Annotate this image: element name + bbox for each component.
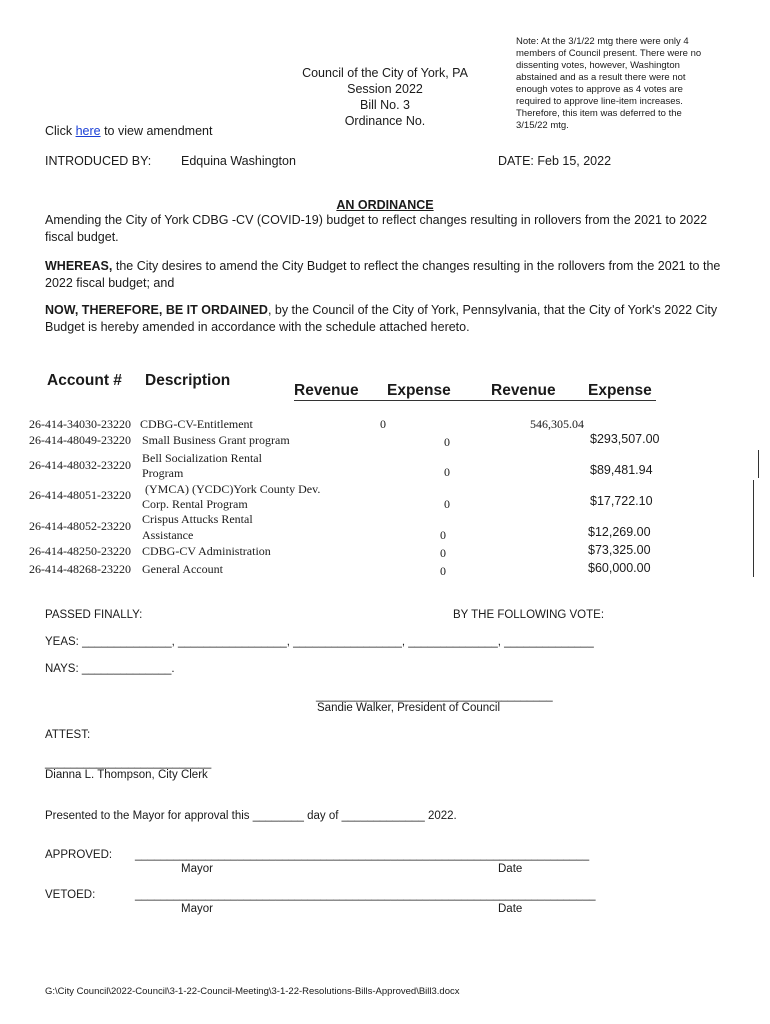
click-suffix: to view amendment xyxy=(100,124,213,138)
whereas-label: WHEREAS, xyxy=(45,259,113,273)
introduced-name: Edquina Washington xyxy=(181,154,296,168)
expense-current: 0 xyxy=(444,465,450,479)
yeas-line: YEAS: ______________, _________________, _________________, ______________, ______________ xyxy=(45,636,594,648)
account-number: 26-414-48052-23220 xyxy=(29,519,131,533)
president-name: Sandie Walker, President of Council xyxy=(317,702,501,714)
clerk-name: Dianna L. Thompson, City Clerk xyxy=(45,769,208,781)
approved-label: APPROVED: xyxy=(45,849,113,861)
margin-mark xyxy=(753,480,754,577)
expense-amended: $12,269.00 xyxy=(588,525,651,539)
header-underline xyxy=(294,400,656,401)
description-line-2: Assistance xyxy=(142,528,194,542)
description-line-1: Bell Socialization Rental xyxy=(142,451,262,465)
ordained-clause xyxy=(45,302,725,336)
expense-amended: $293,507.00 xyxy=(590,432,660,446)
following-vote-label: BY THE FOLLOWING VOTE: xyxy=(453,609,605,621)
description: Small Business Grant program xyxy=(142,433,290,447)
amendment-link[interactable]: here xyxy=(75,124,101,138)
ordinance-number: Ordinance No. xyxy=(344,114,426,128)
approved-signature-line: _______________________________________________________________________ xyxy=(135,849,590,861)
council-title-block xyxy=(285,65,485,129)
description: CDBG-CV Administration xyxy=(142,544,271,558)
description-line-1: (YMCA) (YCDC)York County Dev. xyxy=(145,482,321,496)
nays-line: NAYS: ______________. xyxy=(45,663,175,675)
clerk-signature-line: __________________________ xyxy=(45,757,212,769)
approved-mayor-caption: Mayor xyxy=(181,863,213,875)
header-expense-2: Expense xyxy=(588,382,652,399)
account-number: 26-414-48051-23220 xyxy=(29,488,131,502)
account-number: 26-414-48032-23220 xyxy=(29,458,131,472)
header-account: Account # xyxy=(47,372,122,389)
expense-amended: $73,325.00 xyxy=(588,543,651,557)
header-revenue-1: Revenue xyxy=(294,382,359,399)
description: CDBG-CV-Entitlement xyxy=(140,417,253,431)
amendment-link-line xyxy=(45,124,212,138)
ordinance-intro: Amending the City of York CDBG -CV (COVID-19) budget to reflect changes resulting in rollovers from the 2021 to 2022 fiscal budget. xyxy=(45,213,708,244)
attest-label: ATTEST: xyxy=(45,729,91,741)
approved-date-caption: Date xyxy=(498,863,523,875)
header-expense-1: Expense xyxy=(387,382,451,399)
description-line-2: Corp. Rental Program xyxy=(142,497,248,511)
expense-amended: $17,722.10 xyxy=(590,494,653,508)
ordained-text: , by the Council of the City of York, Pennsylvania, that the City of York's 2022 City Budget is hereby amended in accordance with the schedule attached hereto. xyxy=(45,303,718,334)
revenue-current: 0 xyxy=(380,417,386,431)
expense-amended: $60,000.00 xyxy=(588,561,651,575)
expense-current: 0 xyxy=(444,497,450,511)
file-path-footer: G:\City Council\2022-Council\3-1-22-Council-Meeting\3-1-22-Resolutions-Bills-Approved\Bill3.docx xyxy=(45,986,460,997)
president-signature-line: _____________________________________ xyxy=(316,690,553,702)
deferral-note: Note: At the 3/1/22 mtg there were only 4 members of Council present. There were no dissenting votes, however, Washington abstained and as a result there were not enough votes to approve as 4 votes are required to approve line-item increases. Therefore, this item was deferred to the 3/15/22 mtg. xyxy=(516,36,702,131)
description-line-2: Program xyxy=(142,466,184,480)
vetoed-signature-line: ________________________________________________________________________ xyxy=(135,889,596,901)
vetoed-mayor-caption: Mayor xyxy=(181,903,213,915)
header-revenue-2: Revenue xyxy=(491,382,556,399)
account-number: 26-414-48268-23220 xyxy=(29,562,131,576)
session-label: Session 2022 xyxy=(347,82,423,96)
account-number: 26-414-48049-23220 xyxy=(29,433,131,447)
expense-current: 0 xyxy=(440,564,446,578)
bill-date: DATE: Feb 15, 2022 xyxy=(498,154,612,168)
whereas-text: the City desires to amend the City Budget to reflect the changes resulting in the rollovers from the 2021 to the 2022 fiscal budget; and xyxy=(45,259,721,290)
introduced-label: INTRODUCED BY: xyxy=(45,154,152,168)
description-line-1: Crispus Attucks Rental xyxy=(142,512,253,526)
passed-finally-label: PASSED FINALLY: xyxy=(45,609,143,621)
ordained-label: NOW, THEREFORE, BE IT ORDAINED xyxy=(45,303,268,317)
header-description: Description xyxy=(145,372,231,389)
description: General Account xyxy=(142,562,223,576)
expense-current: 0 xyxy=(440,546,446,560)
council-title: Council of the City of York, PA xyxy=(302,66,468,80)
revenue-amended: 546,305.04 xyxy=(530,417,584,431)
margin-mark xyxy=(758,450,759,478)
click-prefix: Click xyxy=(45,124,76,138)
expense-current: 0 xyxy=(440,528,446,542)
whereas-clause xyxy=(45,258,725,292)
account-number: 26-414-48250-23220 xyxy=(29,544,131,558)
expense-current: 0 xyxy=(444,435,450,449)
presented-line: Presented to the Mayor for approval this ________ day of _____________ 2022. xyxy=(45,810,457,822)
expense-amended: $89,481.94 xyxy=(590,463,653,477)
account-number: 26-414-34030-23220 xyxy=(29,417,131,431)
bill-number: Bill No. 3 xyxy=(359,98,411,112)
vetoed-label: VETOED: xyxy=(45,889,96,901)
ordinance-heading: AN ORDINANCE xyxy=(336,198,434,212)
vetoed-date-caption: Date xyxy=(498,903,523,915)
